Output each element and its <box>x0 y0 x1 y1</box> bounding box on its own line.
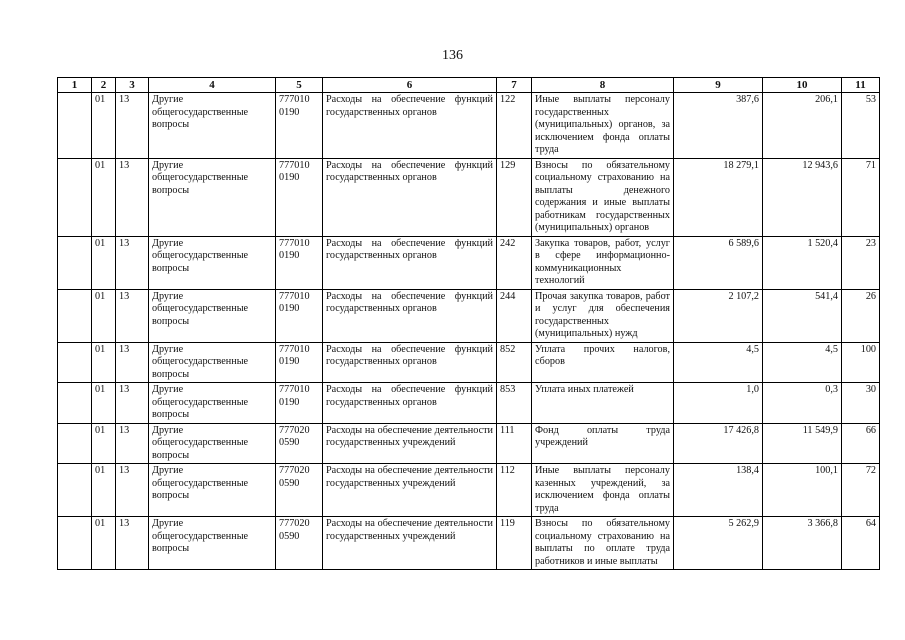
cell-target-code: 777010 0190 <box>276 289 323 342</box>
cell-section: 01 <box>92 383 116 424</box>
cell-target-name: Расходы на обеспечение функций государственных органов <box>323 158 497 236</box>
cell-expense-type: 244 <box>497 289 532 342</box>
cell-plan: 138,4 <box>674 464 763 517</box>
cell-section-name: Другие общегосударственные вопросы <box>149 464 276 517</box>
cell-percent: 71 <box>842 158 880 236</box>
cell-percent: 64 <box>842 517 880 570</box>
cell-subsection: 13 <box>116 236 149 289</box>
cell-percent: 72 <box>842 464 880 517</box>
cell-section-name: Другие общегосударственные вопросы <box>149 93 276 159</box>
cell-section: 01 <box>92 289 116 342</box>
cell-actual: 12 943,6 <box>763 158 842 236</box>
cell-col1 <box>58 342 92 383</box>
cell-actual: 541,4 <box>763 289 842 342</box>
header-cell: 2 <box>92 78 116 93</box>
cell-col1 <box>58 383 92 424</box>
cell-plan: 1,0 <box>674 383 763 424</box>
table-row <box>58 383 880 424</box>
cell-expense-name: Иные выплаты персоналу государственных (муниципальных) органов, за исключением фонда оплаты труда <box>532 93 674 159</box>
cell-col1 <box>58 93 92 159</box>
cell-subsection: 13 <box>116 93 149 159</box>
cell-expense-type: 853 <box>497 383 532 424</box>
cell-expense-name: Закупка товаров, работ, услуг в сфере информационно-коммуникационных технологий <box>532 236 674 289</box>
cell-section-name: Другие общегосударственные вопросы <box>149 158 276 236</box>
cell-subsection: 13 <box>116 517 149 570</box>
cell-section: 01 <box>92 342 116 383</box>
cell-target-name: Расходы на обеспечение функций государственных органов <box>323 342 497 383</box>
cell-actual: 3 366,8 <box>763 517 842 570</box>
table-row <box>58 517 880 570</box>
cell-subsection: 13 <box>116 342 149 383</box>
cell-subsection: 13 <box>116 464 149 517</box>
cell-expense-name: Уплата прочих налогов, сборов <box>532 342 674 383</box>
header-cell: 6 <box>323 78 497 93</box>
cell-actual: 100,1 <box>763 464 842 517</box>
table-row <box>58 342 880 383</box>
cell-plan: 4,5 <box>674 342 763 383</box>
cell-section-name: Другие общегосударственные вопросы <box>149 289 276 342</box>
cell-target-name: Расходы на обеспечение функций государственных органов <box>323 383 497 424</box>
cell-section: 01 <box>92 464 116 517</box>
header-cell: 4 <box>149 78 276 93</box>
cell-target-code: 777020 0590 <box>276 464 323 517</box>
cell-target-name: Расходы на обеспечение деятельности государственных учреждений <box>323 464 497 517</box>
cell-col1 <box>58 158 92 236</box>
table-row <box>58 423 880 464</box>
page-number: 136 <box>442 48 463 63</box>
table-row <box>58 464 880 517</box>
cell-section-name: Другие общегосударственные вопросы <box>149 342 276 383</box>
cell-target-code: 777010 0190 <box>276 342 323 383</box>
table-row <box>58 93 880 159</box>
header-cell: 7 <box>497 78 532 93</box>
cell-percent: 53 <box>842 93 880 159</box>
cell-expense-name: Уплата иных платежей <box>532 383 674 424</box>
table-header-row <box>58 78 880 93</box>
cell-target-code: 777010 0190 <box>276 383 323 424</box>
cell-section: 01 <box>92 236 116 289</box>
cell-expense-type: 122 <box>497 93 532 159</box>
cell-plan: 387,6 <box>674 93 763 159</box>
cell-expense-type: 242 <box>497 236 532 289</box>
cell-expense-name: Взносы по обязательному социальному страхованию на выплаты денежного содержания и иные выплаты работникам государственных (муниципальных) органов <box>532 158 674 236</box>
cell-percent: 26 <box>842 289 880 342</box>
header-cell: 1 <box>58 78 92 93</box>
cell-percent: 66 <box>842 423 880 464</box>
header-cell: 5 <box>276 78 323 93</box>
cell-expense-type: 119 <box>497 517 532 570</box>
cell-section: 01 <box>92 423 116 464</box>
cell-target-code: 777020 0590 <box>276 517 323 570</box>
cell-section-name: Другие общегосударственные вопросы <box>149 383 276 424</box>
table-row <box>58 289 880 342</box>
cell-percent: 30 <box>842 383 880 424</box>
header-cell: 9 <box>674 78 763 93</box>
cell-actual: 11 549,9 <box>763 423 842 464</box>
cell-subsection: 13 <box>116 158 149 236</box>
cell-section: 01 <box>92 93 116 159</box>
header-cell: 10 <box>763 78 842 93</box>
cell-section-name: Другие общегосударственные вопросы <box>149 517 276 570</box>
cell-target-name: Расходы на обеспечение функций государственных органов <box>323 93 497 159</box>
cell-target-name: Расходы на обеспечение деятельности государственных учреждений <box>323 423 497 464</box>
budget-table <box>57 77 880 570</box>
cell-plan: 6 589,6 <box>674 236 763 289</box>
cell-col1 <box>58 236 92 289</box>
cell-actual: 206,1 <box>763 93 842 159</box>
cell-target-name: Расходы на обеспечение функций государственных органов <box>323 289 497 342</box>
cell-col1 <box>58 517 92 570</box>
header-cell: 8 <box>532 78 674 93</box>
header-cell: 11 <box>842 78 880 93</box>
table-row <box>58 158 880 236</box>
cell-expense-name: Прочая закупка товаров, работ и услуг для обеспечения государственных (муниципальных) нужд <box>532 289 674 342</box>
cell-subsection: 13 <box>116 383 149 424</box>
cell-section: 01 <box>92 158 116 236</box>
cell-expense-name: Взносы по обязательному социальному страхованию на выплаты по оплате труда работников и иные выплаты <box>532 517 674 570</box>
cell-actual: 1 520,4 <box>763 236 842 289</box>
cell-target-code: 777010 0190 <box>276 93 323 159</box>
cell-expense-type: 129 <box>497 158 532 236</box>
cell-plan: 17 426,8 <box>674 423 763 464</box>
cell-expense-name: Фонд оплаты труда учреждений <box>532 423 674 464</box>
cell-expense-type: 852 <box>497 342 532 383</box>
cell-actual: 4,5 <box>763 342 842 383</box>
cell-percent: 100 <box>842 342 880 383</box>
cell-plan: 18 279,1 <box>674 158 763 236</box>
table-row <box>58 236 880 289</box>
header-cell: 3 <box>116 78 149 93</box>
cell-target-code: 777010 0190 <box>276 236 323 289</box>
cell-target-code: 777020 0590 <box>276 423 323 464</box>
cell-subsection: 13 <box>116 423 149 464</box>
cell-target-name: Расходы на обеспечение деятельности государственных учреждений <box>323 517 497 570</box>
cell-col1 <box>58 464 92 517</box>
cell-plan: 5 262,9 <box>674 517 763 570</box>
cell-target-name: Расходы на обеспечение функций государственных органов <box>323 236 497 289</box>
cell-subsection: 13 <box>116 289 149 342</box>
cell-target-code: 777010 0190 <box>276 158 323 236</box>
cell-section: 01 <box>92 517 116 570</box>
cell-expense-name: Иные выплаты персоналу казенных учреждений, за исключением фонда оплаты труда <box>532 464 674 517</box>
cell-percent: 23 <box>842 236 880 289</box>
cell-col1 <box>58 289 92 342</box>
cell-actual: 0,3 <box>763 383 842 424</box>
cell-expense-type: 111 <box>497 423 532 464</box>
cell-section-name: Другие общегосударственные вопросы <box>149 423 276 464</box>
cell-col1 <box>58 423 92 464</box>
cell-section-name: Другие общегосударственные вопросы <box>149 236 276 289</box>
cell-plan: 2 107,2 <box>674 289 763 342</box>
cell-expense-type: 112 <box>497 464 532 517</box>
